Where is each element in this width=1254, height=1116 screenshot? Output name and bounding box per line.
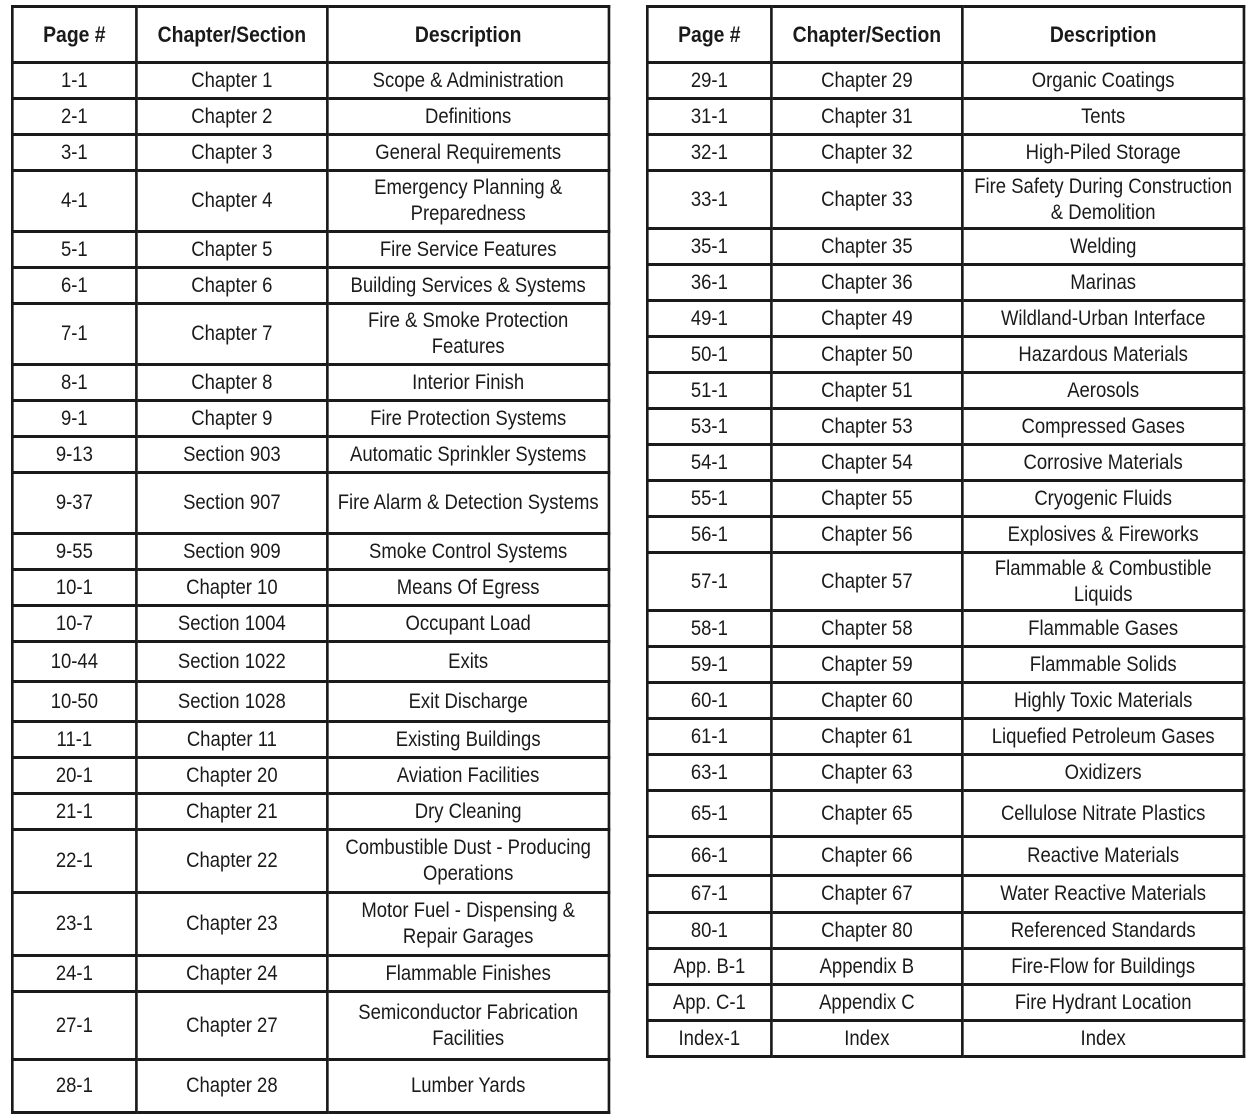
table-row [647, 171, 1244, 229]
description-cell: Water Reactive Materials [962, 876, 1244, 913]
chapter-section-cell: Chapter 2 [136, 99, 327, 135]
description-cell: Highly Toxic Materials [962, 683, 1244, 719]
chapter-section-cell: Section 1004 [136, 606, 327, 642]
page-number-cell: 51-1 [647, 373, 771, 409]
description-cell: Reactive Materials [962, 837, 1244, 876]
page-number-cell: 20-1 [12, 758, 136, 794]
chapter-section-cell: Chapter 58 [771, 611, 962, 647]
description-cell: Flammable Gases [962, 611, 1244, 647]
table-row [12, 606, 609, 642]
page-number-cell: 22-1 [12, 830, 136, 893]
description-cell: Building Services & Systems [327, 268, 609, 304]
chapter-section-cell: Chapter 11 [136, 722, 327, 758]
description-cell: Fire Service Features [327, 232, 609, 268]
chapter-section-cell: Chapter 50 [771, 337, 962, 373]
page-number-cell: 1-1 [12, 63, 136, 99]
description-cell: Automatic Sprinkler Systems [327, 437, 609, 473]
page-number-cell: 49-1 [647, 301, 771, 337]
page-number-cell: 65-1 [647, 791, 771, 837]
chapter-section-cell: Chapter 1 [136, 63, 327, 99]
description-cell: Marinas [962, 265, 1244, 301]
chapter-section-cell: Section 1028 [136, 682, 327, 722]
chapter-section-cell: Chapter 8 [136, 365, 327, 401]
description-cell: Occupant Load [327, 606, 609, 642]
description-cell: Index [962, 1021, 1244, 1057]
page-number-cell: 35-1 [647, 229, 771, 265]
page-number-cell: 53-1 [647, 409, 771, 445]
chapter-section-cell: Chapter 27 [136, 992, 327, 1060]
page-number-cell: 27-1 [12, 992, 136, 1060]
table-row [647, 1021, 1244, 1057]
description-cell: Cryogenic Fluids [962, 481, 1244, 517]
table-row [12, 534, 609, 570]
table-row [647, 135, 1244, 171]
table-row [12, 830, 609, 893]
description-cell: Interior Finish [327, 365, 609, 401]
description-cell: Corrosive Materials [962, 445, 1244, 481]
page-number-cell: 33-1 [647, 171, 771, 229]
page-number-cell: Index-1 [647, 1021, 771, 1057]
chapter-section-cell: Chapter 54 [771, 445, 962, 481]
page-number-cell: 10-44 [12, 642, 136, 682]
table-row [12, 722, 609, 758]
table-row [647, 755, 1244, 791]
chapter-section-cell: Chapter 29 [771, 63, 962, 99]
page-number-cell: 57-1 [647, 553, 771, 611]
description-cell: Aviation Facilities [327, 758, 609, 794]
chapter-section-cell: Chapter 9 [136, 401, 327, 437]
table-row [647, 445, 1244, 481]
page-number-cell: 7-1 [12, 304, 136, 365]
chapter-section-cell: Chapter 3 [136, 135, 327, 171]
table-row [12, 304, 609, 365]
description-cell: Fire Hydrant Location [962, 985, 1244, 1021]
page-column-header: Page # [647, 7, 771, 63]
page-column-header: Page # [12, 7, 136, 63]
description-cell: Fire & Smoke Protection Features [327, 304, 609, 365]
description-cell: Exit Discharge [327, 682, 609, 722]
chapter-section-cell: Chapter 22 [136, 830, 327, 893]
chapter-section-cell: Section 1022 [136, 642, 327, 682]
table-row [647, 647, 1244, 683]
description-cell: Exits [327, 642, 609, 682]
table-row [647, 301, 1244, 337]
table-row [12, 893, 609, 956]
table-row [647, 949, 1244, 985]
chapter-section-cell: Chapter 6 [136, 268, 327, 304]
chapter-section-cell: Section 909 [136, 534, 327, 570]
page-number-cell: 4-1 [12, 171, 136, 232]
table-row [12, 642, 609, 682]
chapter-section-cell: Chapter 10 [136, 570, 327, 606]
chapter-section-cell: Chapter 36 [771, 265, 962, 301]
page-number-cell: 10-7 [12, 606, 136, 642]
page-number-cell: 80-1 [647, 913, 771, 949]
description-cell: Emergency Planning & Preparedness [327, 171, 609, 232]
chapter-section-cell: Index [771, 1021, 962, 1057]
page-number-cell: 24-1 [12, 956, 136, 992]
chapter-section-cell: Chapter 4 [136, 171, 327, 232]
chapter-section-cell: Chapter 80 [771, 913, 962, 949]
chapter-section-cell: Chapter 63 [771, 755, 962, 791]
description-cell: Flammable & Combustible Liquids [962, 553, 1244, 611]
table-row [647, 99, 1244, 135]
page-number-cell: 8-1 [12, 365, 136, 401]
page-number-cell: App. C-1 [647, 985, 771, 1021]
chapter-section-cell: Section 907 [136, 473, 327, 534]
page-number-cell: 29-1 [647, 63, 771, 99]
chapter-section-cell: Chapter 21 [136, 794, 327, 830]
description-cell: Fire Protection Systems [327, 401, 609, 437]
chapter-section-cell: Chapter 31 [771, 99, 962, 135]
description-cell: Scope & Administration [327, 63, 609, 99]
chapter-column-header: Chapter/Section [136, 7, 327, 63]
table-row [12, 1060, 609, 1113]
description-cell: Lumber Yards [327, 1060, 609, 1113]
chapter-section-cell: Chapter 20 [136, 758, 327, 794]
chapter-section-cell: Chapter 66 [771, 837, 962, 876]
table-row [12, 758, 609, 794]
chapter-column-header: Chapter/Section [771, 7, 962, 63]
chapter-section-cell: Chapter 35 [771, 229, 962, 265]
chapter-section-cell: Chapter 32 [771, 135, 962, 171]
chapter-section-cell: Chapter 60 [771, 683, 962, 719]
page-number-cell: 61-1 [647, 719, 771, 755]
table-row [12, 682, 609, 722]
chapter-section-cell: Chapter 57 [771, 553, 962, 611]
description-cell: Cellulose Nitrate Plastics [962, 791, 1244, 837]
description-cell: Compressed Gases [962, 409, 1244, 445]
page-number-cell: 50-1 [647, 337, 771, 373]
table-row [12, 99, 609, 135]
table-row [647, 265, 1244, 301]
table-row [647, 63, 1244, 99]
page-number-cell: 56-1 [647, 517, 771, 553]
page-number-cell: 6-1 [12, 268, 136, 304]
description-column-header: Description [962, 7, 1244, 63]
description-cell: Fire Safety During Construction & Demolition [962, 171, 1244, 229]
page-number-cell: App. B-1 [647, 949, 771, 985]
left-index-table [11, 5, 610, 1114]
description-cell: Welding [962, 229, 1244, 265]
table-row [647, 337, 1244, 373]
chapter-section-cell: Chapter 59 [771, 647, 962, 683]
description-cell: Means Of Egress [327, 570, 609, 606]
description-cell: Definitions [327, 99, 609, 135]
description-cell: Liquefied Petroleum Gases [962, 719, 1244, 755]
table-row [12, 63, 609, 99]
description-cell: Referenced Standards [962, 913, 1244, 949]
page-number-cell: 60-1 [647, 683, 771, 719]
right-index-table [646, 5, 1245, 1058]
table-row [12, 232, 609, 268]
chapter-section-cell: Chapter 61 [771, 719, 962, 755]
header-row [12, 7, 609, 63]
description-cell: Dry Cleaning [327, 794, 609, 830]
page-number-cell: 59-1 [647, 647, 771, 683]
chapter-section-cell: Chapter 65 [771, 791, 962, 837]
page-number-cell: 10-1 [12, 570, 136, 606]
chapter-section-cell: Appendix C [771, 985, 962, 1021]
description-cell: Tents [962, 99, 1244, 135]
table-row [12, 268, 609, 304]
chapter-section-cell: Chapter 7 [136, 304, 327, 365]
table-row [647, 791, 1244, 837]
table-row [647, 837, 1244, 876]
chapter-section-cell: Chapter 28 [136, 1060, 327, 1113]
table-row [647, 683, 1244, 719]
table-row [647, 876, 1244, 913]
header-row [647, 7, 1244, 63]
page-number-cell: 54-1 [647, 445, 771, 481]
page-number-cell: 3-1 [12, 135, 136, 171]
page-number-cell: 9-1 [12, 401, 136, 437]
description-cell: Semiconductor Fabrication Facilities [327, 992, 609, 1060]
table-row [12, 473, 609, 534]
page-number-cell: 9-55 [12, 534, 136, 570]
description-cell: Hazardous Materials [962, 337, 1244, 373]
description-column-header: Description [327, 7, 609, 63]
table-row [12, 437, 609, 473]
page-number-cell: 9-13 [12, 437, 136, 473]
chapter-section-cell: Section 903 [136, 437, 327, 473]
table-row [12, 956, 609, 992]
table-row [647, 409, 1244, 445]
page-number-cell: 23-1 [12, 893, 136, 956]
table-row [647, 481, 1244, 517]
page-number-cell: 63-1 [647, 755, 771, 791]
description-cell: Oxidizers [962, 755, 1244, 791]
description-cell: General Requirements [327, 135, 609, 171]
chapter-section-cell: Chapter 33 [771, 171, 962, 229]
description-cell: Aerosols [962, 373, 1244, 409]
page-number-cell: 31-1 [647, 99, 771, 135]
table-row [647, 517, 1244, 553]
page-number-cell: 32-1 [647, 135, 771, 171]
table-row [12, 570, 609, 606]
chapter-section-cell: Chapter 24 [136, 956, 327, 992]
chapter-section-cell: Chapter 53 [771, 409, 962, 445]
page-number-cell: 11-1 [12, 722, 136, 758]
page-number-cell: 5-1 [12, 232, 136, 268]
chapter-section-cell: Chapter 67 [771, 876, 962, 913]
page-number-cell: 10-50 [12, 682, 136, 722]
description-cell: Motor Fuel - Dispensing & Repair Garages [327, 893, 609, 956]
table-row [12, 171, 609, 232]
table-row [12, 365, 609, 401]
page-number-cell: 36-1 [647, 265, 771, 301]
page-number-cell: 67-1 [647, 876, 771, 913]
page-number-cell: 66-1 [647, 837, 771, 876]
table-row [647, 985, 1244, 1021]
description-cell: Wildland-Urban Interface [962, 301, 1244, 337]
table-row [12, 401, 609, 437]
description-cell: Smoke Control Systems [327, 534, 609, 570]
description-cell: Organic Coatings [962, 63, 1244, 99]
page-number-cell: 58-1 [647, 611, 771, 647]
page-number-cell: 2-1 [12, 99, 136, 135]
table-row [12, 992, 609, 1060]
chapter-section-cell: Appendix B [771, 949, 962, 985]
table-row [12, 794, 609, 830]
chapter-section-cell: Chapter 23 [136, 893, 327, 956]
table-row [647, 611, 1244, 647]
page-number-cell: 55-1 [647, 481, 771, 517]
chapter-section-cell: Chapter 51 [771, 373, 962, 409]
description-cell: Fire Alarm & Detection Systems [327, 473, 609, 534]
table-row [12, 135, 609, 171]
description-cell: Existing Buildings [327, 722, 609, 758]
table-row [647, 373, 1244, 409]
page-number-cell: 21-1 [12, 794, 136, 830]
chapter-section-cell: Chapter 49 [771, 301, 962, 337]
page-number-cell: 28-1 [12, 1060, 136, 1113]
chapter-section-cell: Chapter 55 [771, 481, 962, 517]
description-cell: Flammable Solids [962, 647, 1244, 683]
chapter-section-cell: Chapter 56 [771, 517, 962, 553]
table-row [647, 229, 1244, 265]
description-cell: Combustible Dust - Producing Operations [327, 830, 609, 893]
table-row [647, 913, 1244, 949]
description-cell: Flammable Finishes [327, 956, 609, 992]
description-cell: High-Piled Storage [962, 135, 1244, 171]
table-row [647, 719, 1244, 755]
page-number-cell: 9-37 [12, 473, 136, 534]
chapter-section-cell: Chapter 5 [136, 232, 327, 268]
description-cell: Fire-Flow for Buildings [962, 949, 1244, 985]
description-cell: Explosives & Fireworks [962, 517, 1244, 553]
table-row [647, 553, 1244, 611]
